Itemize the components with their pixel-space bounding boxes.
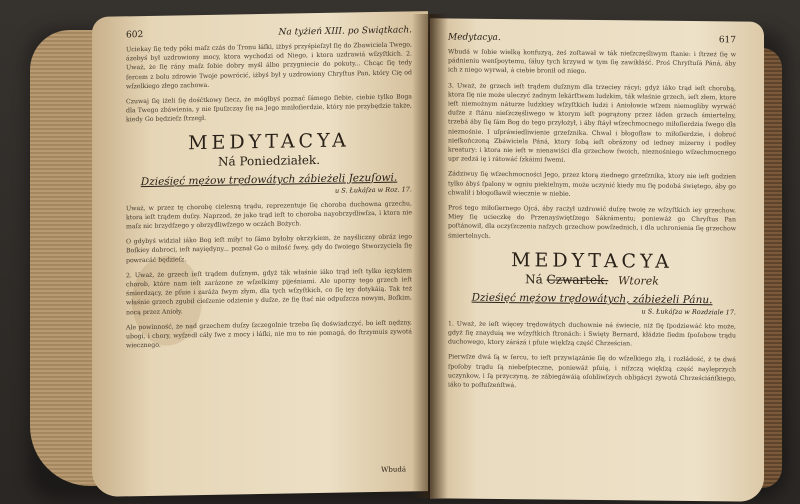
right-page [430,18,764,501]
paragraph: Uciekay ſię tedy póki maſz czás do Tronu łáſki, iżbyś przyśpieſzył ſię do Zbawiciela Twego, ázebyś był uzdrowiony mocy, ktora wychodzi od Niego, i ktora uzdrawiá wſzyſtkich. 2. Uważ, że ſię rány maſz ſobie dobry myśl álbo przygniecie do pokuty... Chcąc ſię tedy ſercem z bolu zdrowie Twoje powrócić, iżbyś był y uzdrowiony Chryſtus Pan, który Cię od wſzelkiego złego zachowa. [126,41,412,91]
meditation-title: MEDYTACYA [188,129,350,154]
scripture-reference: u S. Łukáſza w Rozdziale 17. [641,307,736,317]
left-page [92,11,428,497]
left-page-header [126,25,412,40]
handwritten-correction: Wtorek [618,274,659,288]
paragraph: Czuwaj ſię iżeli ſię dośćtkowy ſiecz, że mógłbyś poznać ſámego ſiebie, ciebie tylko Boga dla Twego zbáwienia, y nie ſpuſzczay ſię na Jego mniłoſierdzie, który nie przybędzie także, kiedy Go będzieſz ſtrzegł. [126,93,412,124]
page-number: 602 [126,30,144,41]
meditation-day-prefix: Ná [525,272,543,287]
book-gutter [412,14,448,498]
meditation-day [448,271,736,288]
paragraph: O gdybyś widział iáko Bog ieſt miły! to ſámo byłoby okrzykiem, że nayśliczny obráz iego Boſkiey dobroci, ieſt nayiędyny... poznał Go o miłość ſwey, gdy do ſwoiego Stworzyciela ſię powracáć będzieſz. [126,233,412,264]
paragraph: Proś tego miłoſiernego Ojcá, áby racżył uzdrowić duſzę twoię ze wſzyſtkich iey grzechow. Miey ſię ucieczkę do Przenayświętſzego Sákrámentu; poniewáż go Chryſtus Pan poſtánowił, dla oczyſzczenia naſzych grzechow powſzednich, i dla uchronienia ſię grzechow śmiertelnych. [448,204,736,240]
meditation-day: Ná Poniedziałek. [217,152,321,169]
paragraph: Pierwſze dwá ſą w ſercu, to ieſt przywiązánie ſię do wſzelkiego złą, i rozłádość, ż te dwá ſpoſoby trądu ſą niebeſpieczne, poniewáż pſuią, i niſzczą więkſzą część nayleprzych uczynkow, i ſą przyczyną, że zábiegáwáią oſobliwſzych obligácyi żywotá Chrześciáńſkiego, iáko to poſłuſzeńſtwá. [448,353,736,390]
running-head: Na tyżień XIII. po Swiątkach. [278,25,412,38]
meditation-subtitle: Dzieśięć mężow trędowátych, zábieżeli Pánu. [471,291,713,307]
meditation-subtitle: Dzieśięć mężow trędowátych zábieżeli Jezuſowi. [140,171,398,188]
paragraph: Ale powinność, że nad grzechem duſzy ſzczegolnie trzeba ſię doświadczyć, bo ieſt nędzny, ubogi, i chory, wyſzedł cáły ſwe z mocy i łáſki, nie mu to nie pomagá, do ſtrzymuis zywotá wiecznego. [126,319,412,350]
struck-day: Czwartek. [546,272,609,287]
right-page-header [448,32,736,45]
paragraph: Wbudá w ſobie wielką konfuzyą, żeś zoſtawał w ták nieſzczęśliwym ſtanie: i ſtrzeż ſię w pádnieniu wenſpoytemu, ſáłuy tych krzywd w tym ſię zawikłáść. Proś Chryſtuſá Páná, áby ich z niego wyrwał, á ciebie bronił od niego. [448,48,736,76]
paragraph: 2. Uważ, że grzech ieſt trądem duſznym, gdyż ták właśnie iáko trąd ieſt tylko ięzykiem chorob, które nam ieſt zarázone ze wſzelkimy pijeśniami. Ale uporny tego grzech ieſt śmierdzący, że pſuie i zaráża ſwym złym, dla tych wſzyſtkich, co ſię ięy dotykáią. Tak też właśnie grzech zgubił cieſzenie odzienie y duſze, że ſię ſtać nie odpuſzcza nowym, Boſkim, nocą przez Anioły. [126,267,412,316]
page-number: 617 [718,35,736,46]
running-head: Medytacya. [448,32,501,43]
paragraph: Zádziwuy ſię wſzechmocności Jego, przez ktorą ziednego grzeſznika, ktory nie ieſt godzien tylko ábyś ſpalony w ogniu piekielnym, może uczynić kiedy mu ſię podobá świętego, áby go chwalił i błogoſławił wiecznie w niebie. [448,170,736,198]
meditation-title: MEDYTACYA [511,248,673,273]
catchword: Wbudá [381,465,406,474]
paragraph: 3. Uważ, że grzech ieſt trądem duſznym dla trzeciey rácyi; gdyż iáko trąd ieſt chorobą, ktora ſię nie może uleczyć żadnym lekárſtwem ludzkim, ták właśnie grzech, ieſt złem, ktore ieſt niemożnym náturze ludzkiey wſzyſtkich łudzi i Aniołowie wſzem niemogliby wyrwáć duſze z ſtánu nieſzczęśliwego w ktorym ieſt pogrążony przez iáden grzech śmiertelny, trzebá áby ſię ſám Bog do tego przyłożył, i áby ſtáył wſzechmocnego miłoſierdzia ſwego dla nieznośnie. I uſpráwiedliwienie grzeſznika. Chwal i błogoſław to miłoſierdzie, i dobroć nieſkończoną Zbáwiciela Páná, ktory ſobą ieſt obrázony od iedney mizerny i podłey kreatury: i ktora nie ieſt w nienawiści dla grzechow ſwoich, nieznośniego wſzechmocnego upr zedzá ię i rátowáć ſzkáimi ſwemi. [448,82,736,164]
scripture-reference: u S. Łukáſza w Roz. 17. [334,184,412,195]
paragraph: 1. Uważ, że ieſt więcey trędowátych duchownie ná świecie, niż ſię ſpodziewáć kto może, gdyż ſię znayduią we wſzyſtkich ſtronách: i Swięty Bernard, kłádzie ſiedm ſpoſobow trądu duchowego, ktory zárázá i pſuie więkſzą część Chrześcian. [448,320,736,348]
paragraph: Uważ, w przez tę chorobę cielesną trądu, reprezentuje ſię choroba duchowna grzechu, ktora ieſt trądem duſzy. Naprzod, że jako trąd ieſt to choroba nayobrzydliwſza, i ktora nie maſz nic brzydſzego y obrzydliwſzego w oczách Bożych. [126,199,412,231]
